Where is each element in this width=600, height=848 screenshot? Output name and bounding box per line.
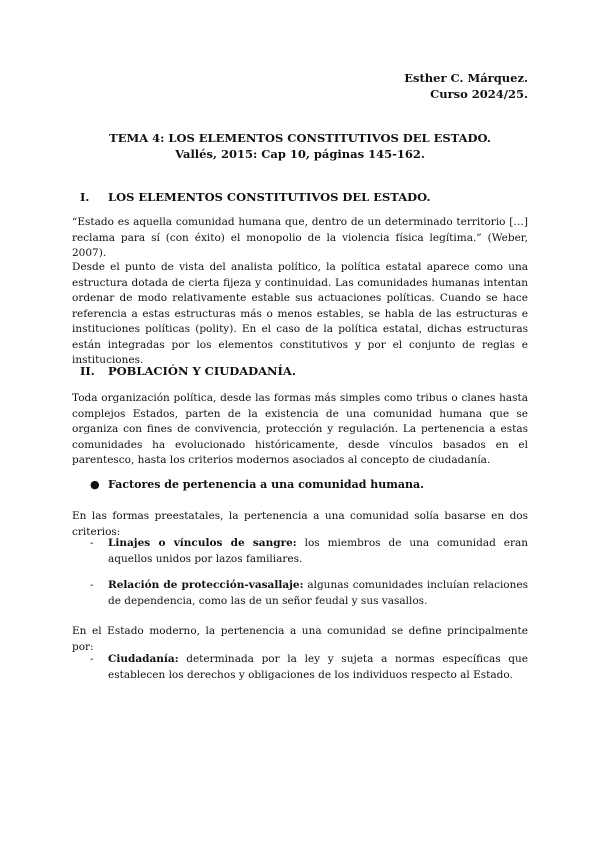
author-block [404, 70, 528, 102]
bullet-item [90, 478, 528, 491]
list-item-ciudadania [90, 652, 528, 683]
document-title [72, 130, 528, 162]
list-item-text: determinada por la ley y sujeta a normas específicas que establecen los derechos y obligaciones de los individuos respecto al Estado. [108, 653, 528, 681]
author-name: Esther C. Márquez. [404, 71, 528, 85]
list-item-term: Relación de protección-vasallaje: [108, 579, 304, 591]
list-item-text: algunas comunidades incluían relaciones de dependencia, como las de un señor feudal y sus vasallos. [108, 579, 528, 607]
dash-marker: - [90, 579, 94, 591]
title-line-2: Vallés, 2015: Cap 10, páginas 145-162. [175, 147, 425, 161]
course-year: Curso 2024/25. [430, 87, 528, 101]
weber-quote: “Estado es aquella comunidad humana que, dentro de un determinado territorio […] reclama para sí (con éxito) el monopolio de la violencia física legítima.” (Weber, 2007). [72, 216, 528, 259]
moderno-intro: En el Estado moderno, la pertenencia a una comunidad se define principalmente por: [72, 625, 528, 653]
list-item-text: los miembros de una comunidad eran aquellos unidos por lazos familiares. [108, 537, 528, 565]
list-item-term: Ciudadanía: [108, 653, 179, 665]
section-2-paragraph: Toda organización política, desde las formas más simples como tribus o clanes hasta complejos Estados, parten de la existencia de una comunidad humana que se organiza con fines de convivencia, protección y regulación. La pertenencia a estas comunidades ha evolucionado históricamente, desde vínculos basados en el parentesco, hasta los criterios modernos asociados al concepto de ciudadanía. [72, 392, 528, 466]
list-item-vasallaje [90, 578, 528, 609]
bullet-text: Factores de pertenencia a una comunidad humana. [108, 478, 424, 491]
list-item-term: Linajes o vínculos de sangre: [108, 537, 297, 549]
dash-marker: - [90, 537, 94, 549]
bullet-dot-icon: ● [90, 478, 100, 491]
section-1-title: LOS ELEMENTOS CONSTITUTIVOS DEL ESTADO. [108, 190, 431, 204]
section-2-heading [80, 364, 296, 378]
section-1-number: I. [80, 190, 90, 204]
title-line-1: TEMA 4: LOS ELEMENTOS CONSTITUTIVOS DEL ESTADO. [109, 131, 491, 145]
dash-marker: - [90, 653, 94, 665]
preestatal-intro: En las formas preestatales, la pertenencia a una comunidad solía basarse en dos criterios: [72, 510, 528, 538]
section-2-title: POBLACIÓN Y CIUDADANÍA. [108, 364, 296, 378]
section-1-paragraph: Desde el punto de vista del analista político, la política estatal aparece como una estructura dotada de cierta fijeza y continuidad. Las comunidades humanas intentan ordenar de modo relativamente estable sus actuaciones políticas. Cuando se hace referencia a estas estructuras más o menos estables, se habla de las estructuras e instituciones políticas (polity). En el caso de la política estatal, dichas estructuras están integradas por los elementos constitutivos y por el conjunto de reglas e instituciones. [72, 261, 528, 366]
section-2-number: II. [80, 364, 95, 378]
section-1-heading [80, 190, 430, 204]
list-item-linajes [90, 536, 528, 567]
